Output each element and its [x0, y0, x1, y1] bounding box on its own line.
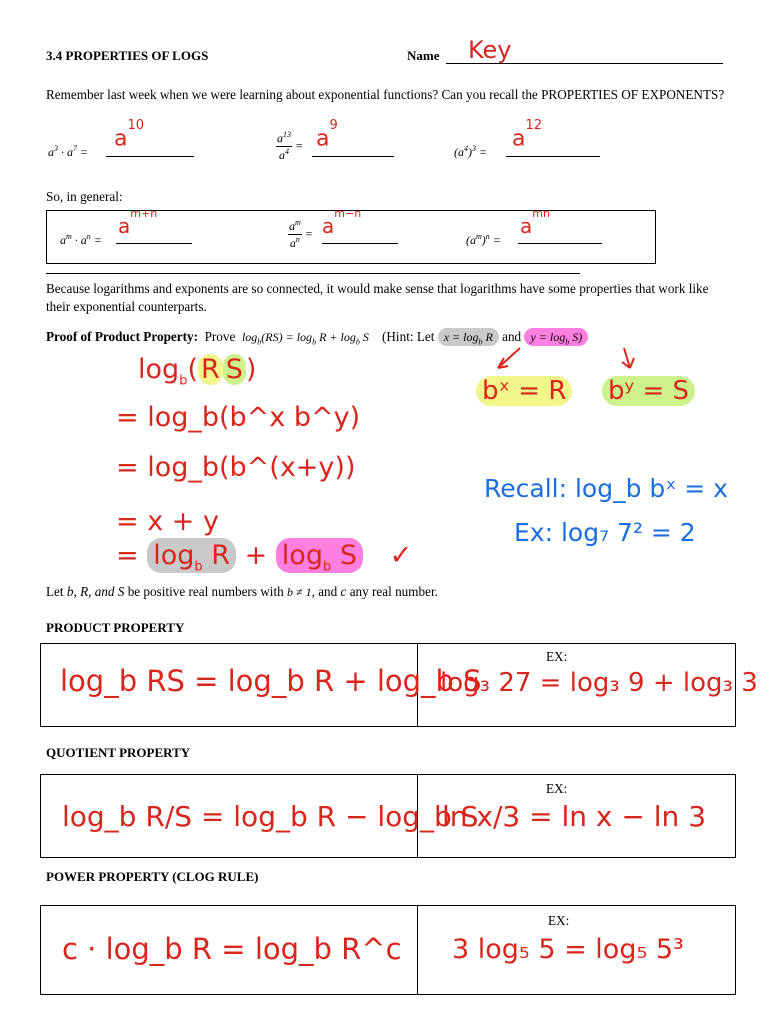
exp-blank-2	[312, 156, 394, 157]
product-heading: PRODUCT PROPERTY	[46, 620, 185, 635]
arrow-to-by	[622, 348, 634, 368]
hint-y-def: $y = \log_b S$)	[524, 328, 588, 346]
exp-blank-1	[106, 156, 194, 157]
hint-arrows	[470, 344, 670, 374]
name-label: Name	[407, 48, 440, 63]
exp-answer-1: $a^{10}$	[114, 118, 145, 152]
power-heading: POWER PROPERTY (CLOG RULE)	[46, 869, 259, 884]
quotient-heading: QUOTIENT PROPERTY	[46, 745, 191, 760]
proof-step-4: = x + y	[116, 506, 219, 537]
product-example: log₃ 27 = log₃ 9 + log₃ 3	[440, 668, 758, 698]
connection-paragraph: Because logarithms and exponents are so connected, it would make sense that logarithms have some properties that work like their exponential counterparts.	[46, 281, 709, 314]
quotient-ex-label: EX:	[546, 781, 568, 796]
exp-example-1: $a^3 \cdot a^7$ =	[48, 144, 89, 159]
exp-example-2: $\frac{a^{13}}{a^4}$ =	[277, 130, 304, 162]
general-example-1: $a^m \cdot a^n$ =	[60, 232, 102, 247]
intro-question: Remember last week when we were learning about exponential functions? Can you recall the PROPERTIES OF EXPONENTS?	[46, 87, 725, 102]
recall-rule: Recall: log_b bˣ = x	[484, 474, 728, 503]
power-rule: c · log_b R = log_b R^c	[62, 932, 402, 966]
proof-step-2: = log_b(b^x b^y)	[116, 402, 361, 433]
general-example-2: $\frac{a^m}{a^n}$ =	[289, 218, 313, 250]
proof-step-1: $\log_b$( R S )	[138, 354, 257, 389]
hint-open: (Hint: Let	[382, 329, 435, 344]
quotient-example: ln x/3 = ln x − ln 3	[442, 800, 707, 833]
exp-answer-2: $a^9$	[316, 118, 338, 152]
product-rule: log_b RS = log_b R + log_b S	[60, 664, 482, 698]
arrow-to-bx	[498, 348, 520, 368]
by-equals-s: bʸ = S	[602, 376, 695, 406]
recall-example: Ex: log₇ 7² = 2	[514, 518, 696, 547]
exp-blank-3	[506, 156, 600, 157]
and-word: and	[502, 329, 522, 344]
general-example-3: $(a^m)^n$ =	[466, 232, 501, 247]
proof-label: Proof of Product Property:	[46, 329, 198, 344]
general-answer-1: $a^{m+n}$	[118, 207, 158, 238]
general-label: So, in general:	[46, 189, 123, 204]
power-ex-label: EX:	[548, 913, 570, 928]
hint-x-def: $x = \log_b R$	[438, 328, 499, 346]
proof-step-5: = $\log_b R + \log_b S$ ✓	[116, 540, 413, 575]
general-answer-2: $a^{m-n}$	[322, 207, 362, 238]
prove-word: Prove	[204, 329, 236, 344]
product-identity: $\log_b(RS) = \log_b R + \log_b S$	[241, 330, 369, 347]
name-value: Key	[468, 36, 512, 64]
conditions-text: Let b, R, and S be positive real numbers with b ≠ 1, and c any real number.	[46, 584, 438, 599]
proof-step-3: = log_b(b^(x+y))	[116, 452, 356, 483]
section-divider	[46, 273, 580, 274]
exp-answer-3: $a^{12}$	[512, 118, 543, 152]
general-answer-3: $a^{mn}$	[520, 207, 550, 238]
general-blank-1	[116, 243, 192, 244]
worksheet-title: 3.4 PROPERTIES OF LOGS	[46, 48, 209, 63]
general-blank-3	[518, 243, 602, 244]
power-example: 3 log₅ 5 = log₅ 5³	[452, 934, 684, 965]
quotient-rule: log_b R/S = log_b R − log_b S	[62, 800, 479, 833]
general-blank-2	[322, 243, 398, 244]
check-mark: ✓	[389, 540, 413, 571]
bx-equals-r: bˣ = R	[476, 376, 572, 406]
exp-example-3: $(a^4)^3$ =	[454, 144, 488, 159]
product-ex-label: EX:	[546, 649, 568, 664]
